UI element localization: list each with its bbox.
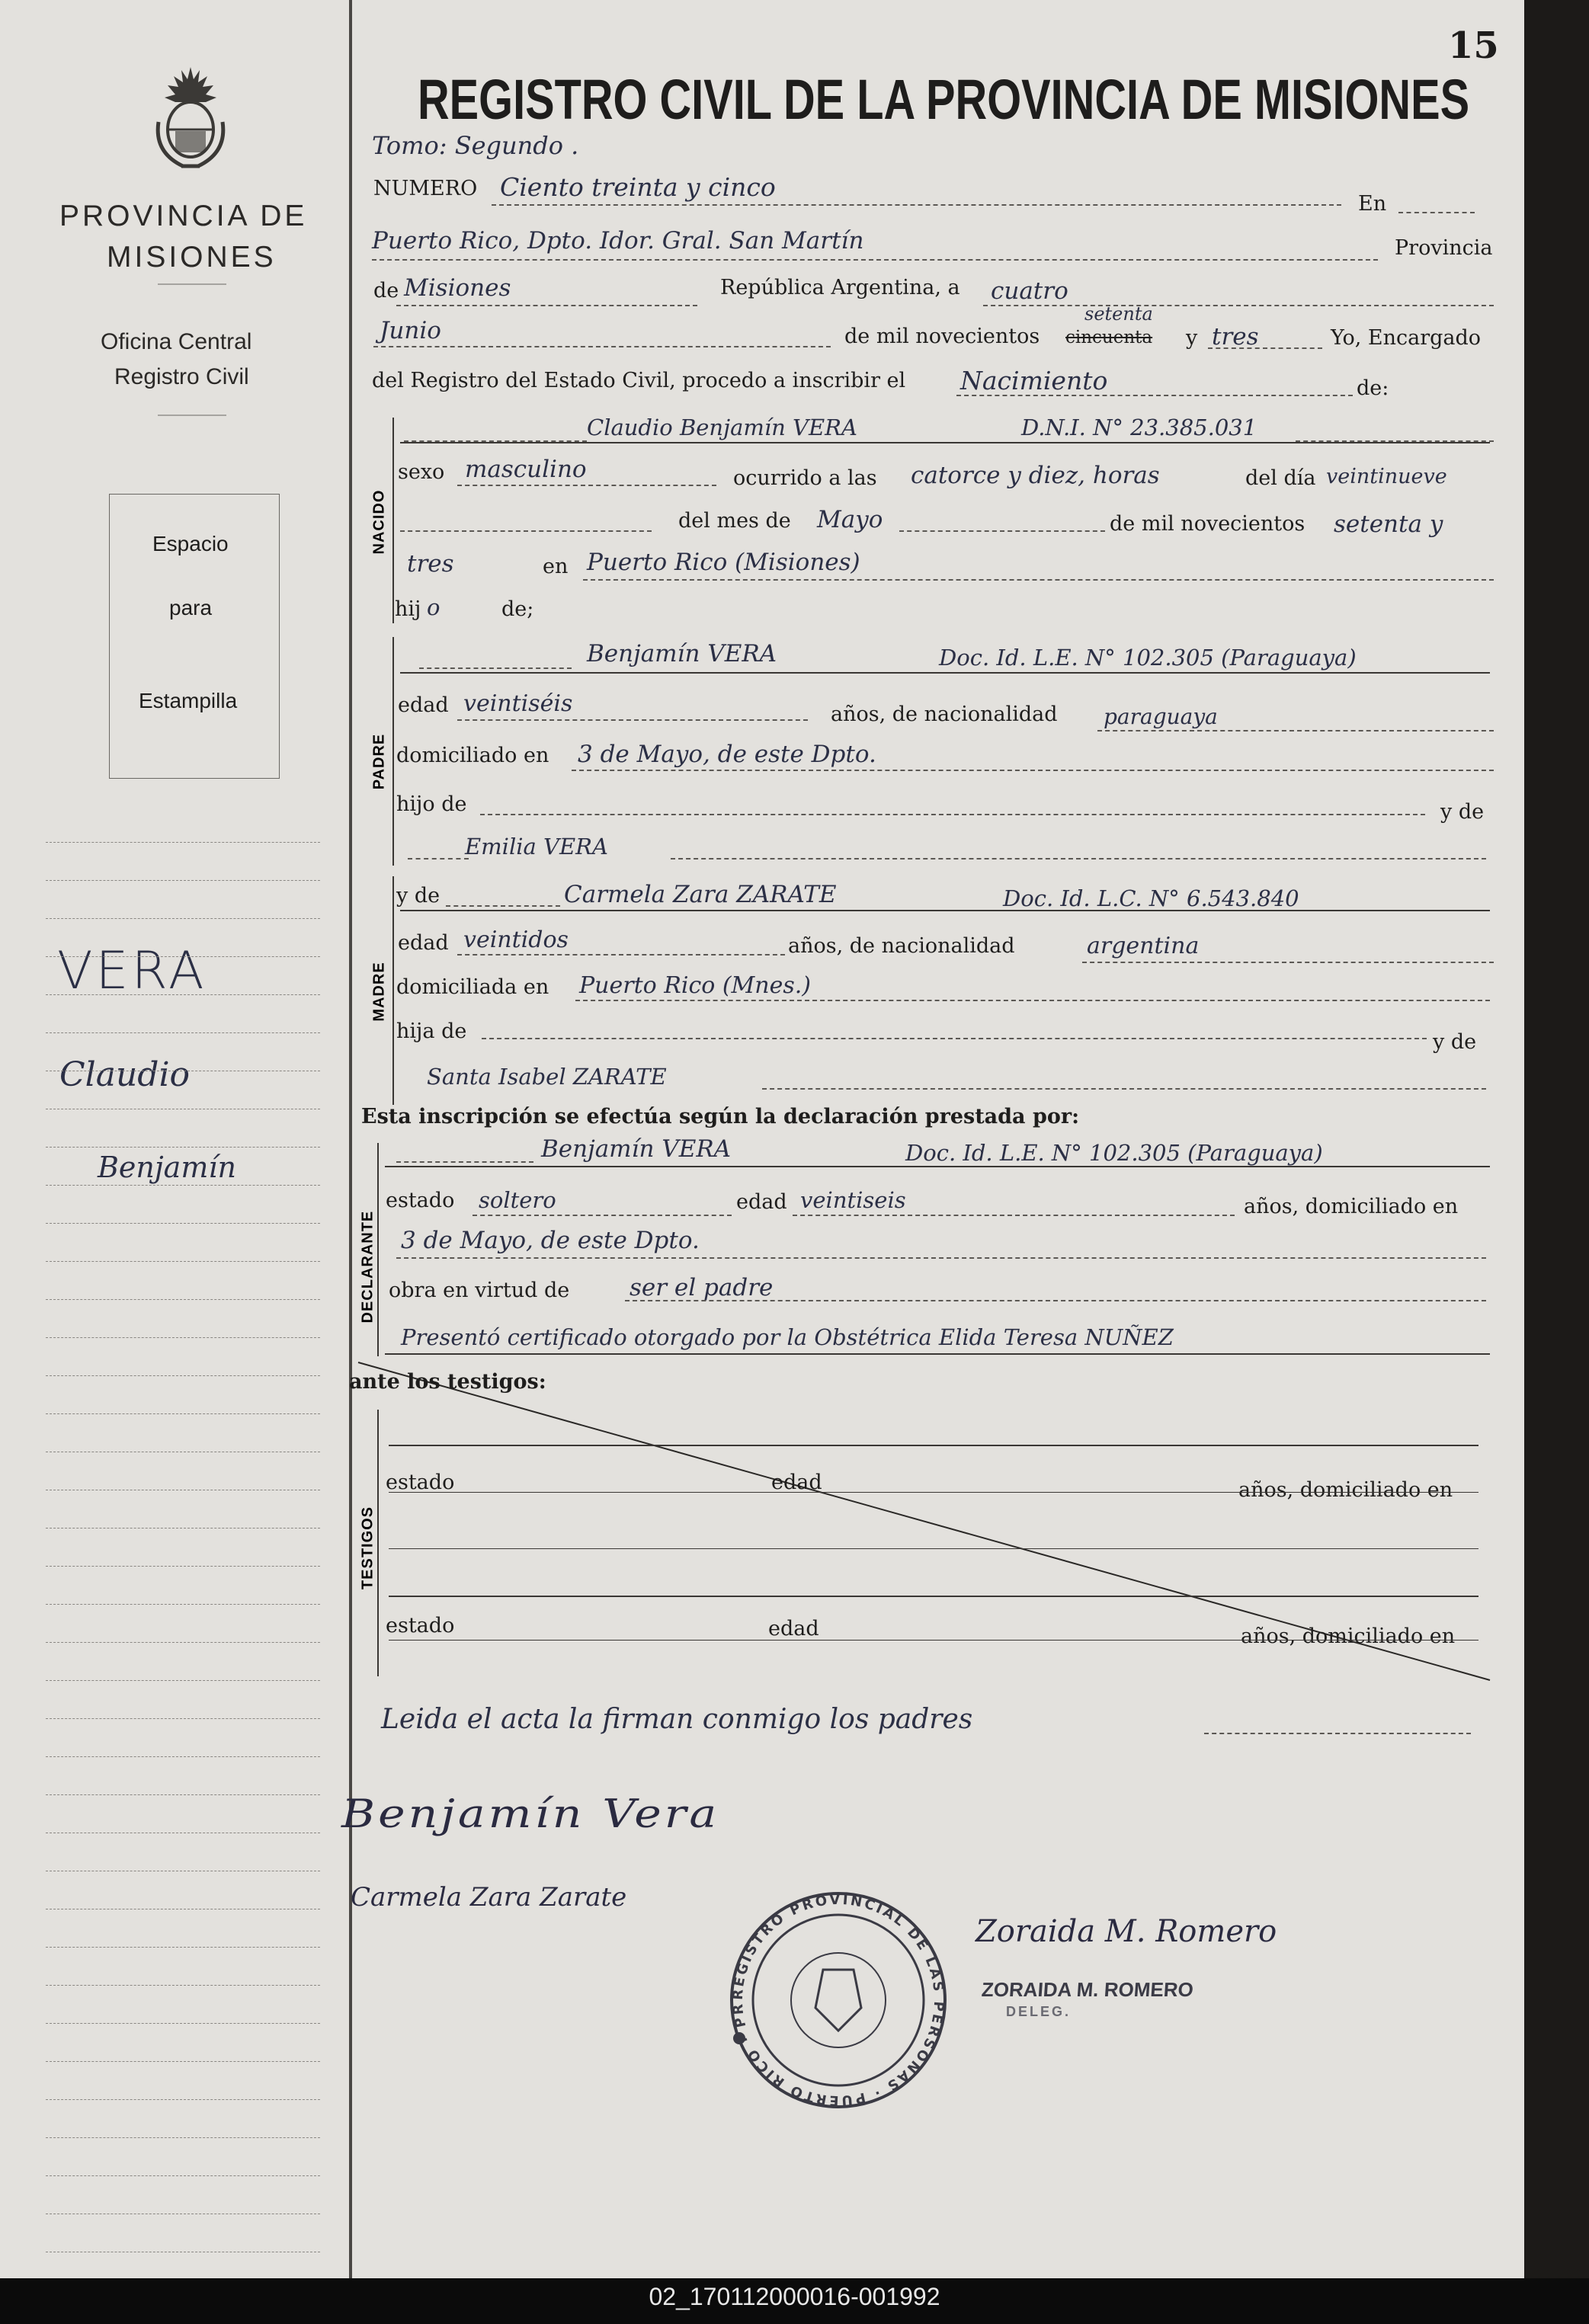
sidebar-ruled-line xyxy=(46,1985,320,1986)
nacido-year-a: setenta y xyxy=(1334,511,1443,538)
madre-y-de2-label: y de xyxy=(1433,1030,1477,1054)
madre-domicilio: Puerto Rico (Mnes.) xyxy=(579,972,811,999)
padre-mother: Emilia VERA xyxy=(465,834,608,859)
stamp-label-2: para xyxy=(169,596,213,619)
sidebar-ruled-line xyxy=(46,1261,320,1262)
madre-y-de-label: y de xyxy=(396,884,440,908)
sidebar-ruled-line xyxy=(46,994,320,995)
year-y: y xyxy=(1186,326,1198,350)
sidebar-ruled-line xyxy=(46,1337,320,1338)
year-struck: cincuenta xyxy=(1065,328,1153,347)
section-padre: PADRE xyxy=(370,733,388,790)
section-testigos: TESTIGOS xyxy=(359,1506,376,1590)
hijo-suffix: o xyxy=(427,594,440,620)
madre-doc: Doc. Id. L.C. N° 6.543.840 xyxy=(1003,885,1299,911)
page-number: 15 xyxy=(1448,24,1499,67)
declarante-intro: Esta inscripción se efectúa según la declaración prestada por: xyxy=(361,1105,1080,1128)
numero-value: Ciento treinta y cinco xyxy=(500,172,776,202)
republica-label: República Argentina, a xyxy=(720,276,960,299)
hijo-label: hij xyxy=(395,597,421,621)
signature-mother: Carmela Zara Zarate xyxy=(351,1882,627,1913)
declarante-estado-label: estado xyxy=(386,1189,455,1212)
declarante-estado: soltero xyxy=(479,1187,556,1213)
day-value: cuatro xyxy=(991,277,1068,305)
sidebar-first-name: Claudio xyxy=(59,1055,191,1094)
sidebar-ruled-line xyxy=(46,2137,320,2138)
madre-domicilio-label: domiciliada en xyxy=(396,975,549,999)
document-id: 02_170112000016-001992 xyxy=(649,2283,940,2310)
svg-text:REGISTRO PROVINCIAL DE LAS PER: REGISTRO PROVINCIAL DE LAS PERSONAS · PUERTO RICO · PROVINCIA DE MISIONES xyxy=(729,1891,947,2109)
sidebar-ruled-line xyxy=(46,1375,320,1376)
stamp-label-3: Estampilla xyxy=(139,689,238,712)
declarante-edad-label: edad xyxy=(736,1190,787,1214)
padre-y-de-label: y de xyxy=(1440,800,1485,824)
sidebar-ruled-line xyxy=(46,918,320,919)
padre-edad-label: edad xyxy=(398,693,449,717)
padre-nacionalidad: paraguaya xyxy=(1104,704,1218,729)
sidebar-middle-name: Benjamín xyxy=(98,1151,236,1184)
madre-edad-label: edad xyxy=(398,931,449,955)
de-label: de xyxy=(373,279,399,303)
sidebar-ruled-line xyxy=(46,842,320,843)
act-type: Nacimiento xyxy=(960,366,1108,395)
tomo: Tomo: Segundo . xyxy=(372,131,579,160)
nacido-year-b: tres xyxy=(407,550,454,578)
section-nacido: NACIDO xyxy=(370,489,388,555)
section-declarante: DECLARANTE xyxy=(359,1210,376,1324)
sidebar-ruled-line xyxy=(46,2175,320,2176)
madre-nacionalidad: argentina xyxy=(1087,933,1200,959)
sidebar-ruled-line xyxy=(46,1718,320,1719)
padre-name: Benjamín VERA xyxy=(587,640,777,667)
sidebar-ruled-line xyxy=(46,956,320,957)
yo-label: Yo, Encargado xyxy=(1331,326,1482,350)
nacido-dni: D.N.I. N° 23.385.031 xyxy=(1021,415,1257,440)
sidebar-ruled-line xyxy=(46,1604,320,1605)
sidebar-ruled-line xyxy=(46,1147,320,1148)
numero-label: NUMERO xyxy=(373,177,478,200)
signature-father: Benjamín Vera xyxy=(341,1791,720,1837)
year-prefix: de mil novecientos xyxy=(844,325,1040,348)
place-value: Puerto Rico, Dpto. Idor. Gral. San Martín xyxy=(372,227,864,254)
sidebar-ruled-line xyxy=(46,1528,320,1529)
padre-doc: Doc. Id. L.E. N° 102.305 (Paraguaya) xyxy=(939,645,1357,671)
testigo2-anos-label: años, domiciliado en xyxy=(1241,1625,1456,1648)
page-title: REGISTRO CIVIL DE LA PROVINCIA DE MISIONES xyxy=(418,68,1470,131)
hijo-de-label: de; xyxy=(501,597,534,621)
del-mes-label: del mes de xyxy=(678,509,791,533)
sexo-label: sexo xyxy=(398,460,445,484)
month-value: Junio xyxy=(380,317,441,344)
ocurrido-label: ocurrido a las xyxy=(733,466,877,490)
sidebar-ruled-line xyxy=(46,1566,320,1567)
madre-anos-label: años, de nacionalidad xyxy=(788,934,1015,958)
testigo2-estado-label: estado xyxy=(386,1614,455,1637)
testigo1-anos-label: años, domiciliado en xyxy=(1238,1478,1453,1502)
nacido-en-label: en xyxy=(543,555,569,578)
padre-domicilio: 3 de Mayo, de este Dpto. xyxy=(578,741,876,768)
sidebar-ruled-line xyxy=(46,1947,320,1948)
declarante-domicilio: 3 de Mayo, de este Dpto. xyxy=(401,1227,700,1254)
declarante-obra: ser el padre xyxy=(630,1274,774,1301)
del-registro: del Registro del Estado Civil, procedo a inscribir el xyxy=(372,369,906,392)
declarante-doc: Doc. Id. L.E. N° 102.305 (Paraguaya) xyxy=(905,1140,1323,1166)
stamp-label-1: Espacio xyxy=(152,532,229,555)
official-signature: Zoraida M. Romero xyxy=(976,1914,1277,1949)
sidebar-ruled-line xyxy=(46,880,320,881)
declarante-anos-label: años, domiciliado en xyxy=(1244,1195,1459,1218)
padre-anos-label: años, de nacionalidad xyxy=(831,703,1058,726)
de-colon: de: xyxy=(1357,376,1389,400)
nacido-place: Puerto Rico (Misiones) xyxy=(587,549,860,576)
office-line1: Oficina Central xyxy=(101,329,252,354)
testigo1-edad-label: edad xyxy=(771,1471,822,1494)
sidebar-ruled-line xyxy=(46,2099,320,2100)
hora-value: catorce y diez, horas xyxy=(911,462,1160,489)
madre-name: Carmela Zara ZARATE xyxy=(564,881,837,908)
madre-hija-de-label: hija de xyxy=(396,1020,467,1043)
province-value: Misiones xyxy=(404,274,511,302)
padre-hijo-de-label: hijo de xyxy=(396,792,467,816)
sidebar-surname: VERA xyxy=(57,941,207,1001)
declarante-name: Benjamín VERA xyxy=(541,1135,732,1163)
sidebar-ruled-line xyxy=(46,1756,320,1757)
testigos-intro: ante los testigos: xyxy=(349,1370,546,1394)
official-printed-name: ZORAIDA M. ROMERO xyxy=(980,1978,1194,2001)
province-line1: PROVINCIA DE xyxy=(59,200,308,232)
madre-mother: Santa Isabel ZARATE xyxy=(427,1064,667,1090)
padre-domicilio-label: domiciliado en xyxy=(396,744,549,767)
nacido-name: Claudio Benjamín VERA xyxy=(587,415,857,440)
testigo2-edad-label: edad xyxy=(768,1617,819,1641)
sidebar-ruled-line xyxy=(46,1794,320,1795)
closing-text: Leida el acta la firman conmigo los padres xyxy=(381,1704,973,1735)
sexo-value: masculino xyxy=(465,456,587,483)
nacido-day: veintinueve xyxy=(1326,465,1447,488)
testigo1-estado-label: estado xyxy=(386,1471,455,1494)
del-dia-label: del día xyxy=(1245,466,1316,490)
year-inserted: setenta xyxy=(1084,303,1153,325)
province-line2: MISIONES xyxy=(107,241,277,274)
declarante-note: Presentó certificado otorgado por la Obstétrica Elida Teresa NUÑEZ xyxy=(401,1324,1174,1350)
section-madre: MADRE xyxy=(370,962,388,1022)
padre-edad: veintiséis xyxy=(463,690,573,717)
sidebar-ruled-line xyxy=(46,1223,320,1224)
sidebar-ruled-line xyxy=(46,2061,320,2062)
sidebar-ruled-line xyxy=(46,1032,320,1033)
declarante-obra-label: obra en virtud de xyxy=(389,1279,570,1302)
nacido-month: Mayo xyxy=(817,506,883,533)
madre-edad: veintidos xyxy=(463,927,569,953)
sidebar-ruled-line xyxy=(46,2023,320,2024)
sidebar-ruled-line xyxy=(46,1185,320,1186)
sidebar-ruled-line xyxy=(46,1299,320,1300)
coat-of-arms-icon xyxy=(158,67,223,166)
office-line2: Registro Civil xyxy=(114,364,249,389)
en-label: En xyxy=(1358,192,1387,216)
official-title: DELEG. xyxy=(1006,2004,1072,2019)
mil-label: de mil novecientos xyxy=(1110,512,1305,536)
sidebar-ruled-line xyxy=(46,1413,320,1414)
provincia-label: Provincia xyxy=(1395,236,1493,260)
sidebar-ruled-line xyxy=(46,1680,320,1681)
declarante-edad: veintiseis xyxy=(800,1187,906,1213)
official-seal xyxy=(730,1892,947,2108)
year-suffix: tres xyxy=(1212,323,1259,351)
sidebar-ruled-line xyxy=(46,1642,320,1643)
